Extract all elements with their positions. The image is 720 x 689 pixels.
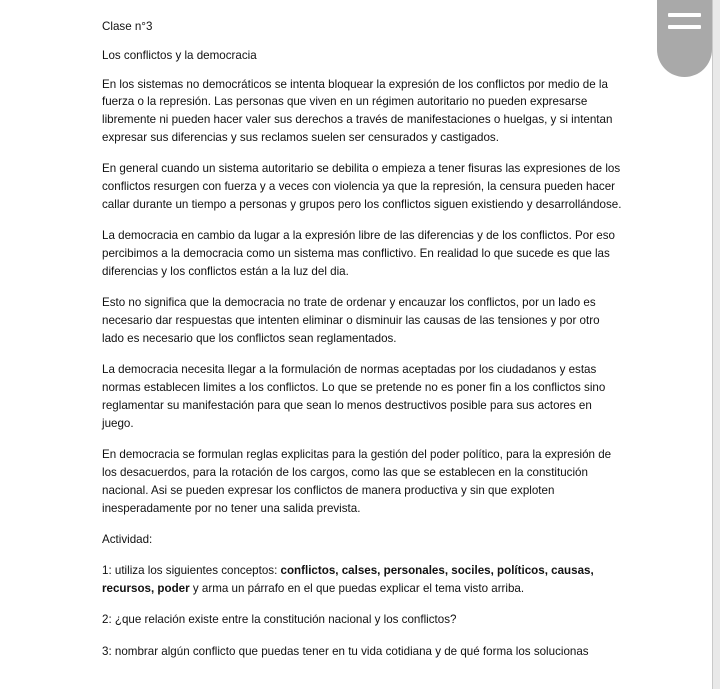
hamburger-menu-icon: [668, 13, 701, 17]
paragraph-1: En los sistemas no democráticos se intenta bloquear la expresión de los conflictos por medio de la fuerza o la represión. Las personas que viven en un régimen autoritario no pueden expresarse libremente ni pueden hacer valer sus derechos a través de manifestaciones o huelgas, y si intentan expresar sus diferencias y sus reclamos suelen ser censurados y castigados.: [102, 77, 613, 144]
paragraph-2: En general cuando un sistema autoritario se debilita o empieza a tener fisuras las expresiones de los conflictos resurgen con fuerza y a veces con violencia ya que la represión, la censura pueden hacer callar durante un tiempo a personas y grupos pero los conflictos siguen existiendo y desarrollándose.: [102, 162, 622, 211]
document-content: [102, 18, 622, 674]
paragraph-4: Esto no significa que la democracia no trate de ordenar y encauzar los conflictos, por un lado es necesario dar respuestas que intenten eliminar o disminuir las causas de las tensiones y por otro lado es necesario que los conflictos sean reglamentados.: [102, 296, 600, 345]
hamburger-menu-icon-bar: [668, 25, 701, 29]
activity-task-1: [102, 562, 622, 598]
task-1-suffix: y arma un párrafo en el que puedas explicar el tema visto arriba.: [189, 582, 525, 596]
activity-task-3: 3: nombrar algún conflicto que puedas tener en tu vida cotidiana y de qué forma los solucionas: [102, 644, 589, 658]
paragraph-3: La democracia en cambio da lugar a la expresión libre de las diferencias y de los conflictos. Por eso percibimos a la democracia como un sistema mas conflictivo. En realidad lo que sucede es que las diferencias y los conflictos están a la luz del dia.: [102, 229, 615, 278]
paragraph-5: La democracia necesita llegar a la formulación de normas aceptadas por los ciudadanos y estas normas establecen limites a los conflictos. Lo que se pretende no es poner fin a los conflictos sino reglamentar su manifestación para que sean lo menos destructivos posible para sus actores en juego.: [102, 363, 606, 430]
task-1-prefix: 1: utiliza los siguientes conceptos:: [102, 564, 281, 578]
document-title: Los conflictos y la democracia: [102, 48, 257, 62]
task-1-bold-terms: conflictos, calses, personales, sociles, políticos, causas, recursos, poder: [102, 564, 594, 596]
activity-heading: Actividad:: [102, 532, 153, 546]
menu-button[interactable]: [657, 0, 712, 77]
activity-task-2: 2: ¿que relación existe entre la constitución nacional y los conflictos?: [102, 613, 457, 627]
paragraph-6: En democracia se formulan reglas explicitas para la gestión del poder político, para la expresión de los desacuerdos, para la rotación de los cargos, como las que se establecen en la constitución nacional. Asi se pueden expresar los conflictos de manera productiva y sin que exploten inesperadamente por no tener una salida prevista.: [102, 448, 612, 515]
class-number: Clase n°3: [102, 20, 153, 33]
